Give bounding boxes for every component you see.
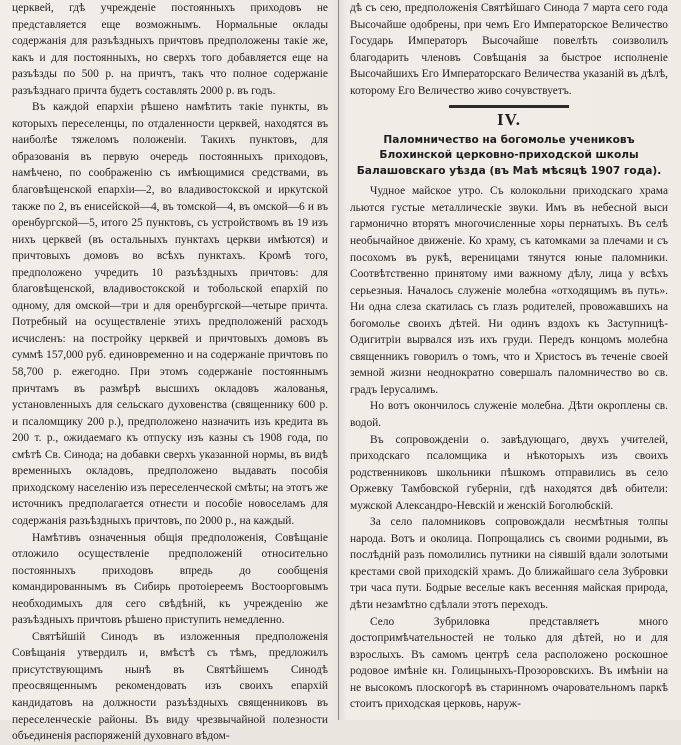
paragraph: Чудное майское утро. Съ колокольни приходскаго храма льются густые металлическіе звуки. Имъ въ небесной выси гармонично вторятъ многочисленные хоры пернатыхъ. Въ селѣ необычайное движеніе. Ко храму, съ катомками за плечами и съ посохомъ въ рукѣ, вереницами тянутся юные паломники. Соотвѣтственно принятому ими важному дѣлу, лица у всѣхъ серьезныя. Началось служеніе молебна «отходящимъ въ путь». Ни одна слеза скатилась съ глазъ родителей, провожавшихъ на богомолье своихъ дѣтей. Ни одинъ вздохъ къ Заступницѣ-Одигитріи вырвался изъ ихъ груди. Передъ концомъ молебна священникъ говорилъ о томъ, что и Христосъ въ теченіе своей земной жизни неоднократно совершалъ паломничество во св. градъ Іерусалимъ. xyxy=(350,185,668,396)
left-column xyxy=(12,0,328,743)
paragraph: Намѣтивъ означенныя общія предположенія, Совѣщаніе отложило осуществленіе предположеній относительно постоянныхъ приходовъ впредь до сообщенія командированнымъ въ Сибирь протоіереемъ Востоорговымъ необходимыхъ для сего свѣдѣній, къ учрежденію же разъѣздныхъ причтовъ рѣшено приступить немедленно. xyxy=(12,531,328,627)
paragraph: церквей, гдѣ учрежденіе постоянныхъ приходовъ не представляется еще возможнымъ. Нормальные оклады содержанія для разъѣздныхъ причтовъ предположены такіе же, какъ и для постоянныхъ, но сверхъ того добавляется еще на разъѣзды по 500 р. на причтъ, такъ что полное содержаніе разъѣзднаго причта будетъ составлять 2000 р. въ годъ. xyxy=(12,2,328,97)
section-rule xyxy=(449,105,569,108)
section-heading: Паломничество на богомолье учениковъ Блохинской церковно-приходской школы Балашовскаго уѣзда (въ Маѣ мѣсяцѣ 1907 года). xyxy=(356,133,662,177)
right-column xyxy=(350,0,668,720)
paragraph: Святѣйшій Синодъ въ изложенныя предположенія Совѣщанія утвердилъ и, вмѣстѣ съ тѣмъ, предложилъ присутствующимъ нынѣ въ Святѣйшемъ Синодѣ преосвященнымъ рекомендовать изъ своихъ епархій кандидатовъ на должности разъѣздныхъ священниковъ въ переселенческіе районы. Въ виду чрезвычайной полезности объединенія распоряженій духовнаго вѣдом- xyxy=(12,630,328,743)
paragraph: Въ каждой епархіи рѣшено намѣтить такіе пункты, въ которыхъ переселенцы, по отдаленности церквей, находятся въ наиболѣе тяжеломъ положеніи. Такихъ пунктовъ, для образованія въ первую очередь постоянныхъ приходовъ, намѣчено, по соображенію съ имѣющимися средствами, въ благовѣщенской епархіи—2, во владивостокской и иркутской также по 2, въ енисейской—4, въ томской—4, въ омской—6 и въ оренбургской—5, итого 25 пунктовъ, съ устройствомъ въ 19 изъ нихъ церквей (въ остальныхъ пунктахъ церкви имѣются) и причтовыхъ домовъ во всѣхъ пунктахъ. Кромѣ того, предположено учредить 10 разъѣздныхъ причтовъ: для благовѣщенской, владивостокской и тобольской епархій по одному, для омской—три и для оренбургской—четыре причта. Потребный на осуществленіе этихъ предположеній расходъ исчисленъ: на постройку церквей и причтовыхъ домовъ въ суммѣ 157,000 руб. единовременно и на содержаніе причтовъ по 58,700 р. ежегодно. При этомъ содержаніе постояннымъ причтамъ въ размѣрѣ высшихъ окладовъ жалованья, установленныхъ для сельскаго духовенства (священнику 600 р. и псаломщику 200 р.), предположено назначить изъ кредита въ 200 т. р., ожидаемаго къ отпуску изъ казны съ 1908 года, по смѣтѣ Св. Синода; на добавки сверхъ указанной нормы, въ видѣ временныхъ окладовъ, предположено выдавать пособія приходскому населенію изъ переселенческой смѣты; на этотъ же источникъ предполагается отнести и пособіе новоселамъ для содержанія разъѣздныхъ причтовъ, по 2000 р., на каждый. xyxy=(12,101,328,527)
paragraph: Село Зубриловка представляетъ много достопримѣчательностей не только для дѣтей, но и для взрослыхъ. Въ самомъ центрѣ села расположено роскошное родовое имѣніе кн. Голицыныхъ-Прозоровскихъ. Въ имѣніи на не высокомъ плоскогорѣ въ старинномъ очаровательномъ паркѣ стоитъ приходская церковь, наруж- xyxy=(350,615,668,711)
paragraph: Въ сопровожденіи о. завѣдующаго, двухъ учителей, приходскаго псаломщика и нѣкоторыхъ изъ своихъ родственниковъ школьники пѣшкомъ отправились въ село Оржевку Тамбовской губерніи, гдѣ находятся двѣ обители: мужской Александро-Невскій и женскій Боголюбскій. xyxy=(350,433,668,512)
column-divider xyxy=(338,0,339,720)
section-number: IV. xyxy=(497,110,521,130)
paragraph: За село паломниковъ сопровождали несмѣтныя толпы народа. Вотъ и околица. Попрощались съ своими родными, въ послѣдній разъ помолились путники на сіявшій вдали золотыми крестами свой приходскій храмъ. До ближайшаго села Зубровки три часа пути. Бодрые веселые какъ весенняя майская природа, дѣти незамѣтно сдѣлали этотъ переходъ. xyxy=(350,516,668,611)
paragraph: дѣ съ сею, предположенія Святѣйшаго Синода 7 марта сего года Высочайше одобрены, при чемъ Его Императорское Величество Государь Императоръ Высочайше повелѣть соизволилъ благодарить членовъ Совѣщанія за быстрое исполненіе Высочайшихъ Его Императорскаго Величества указаній въ дѣлѣ, которому Его Величество живо сочувствуетъ. xyxy=(350,2,668,97)
paragraph: Но вотъ окончилось служеніе молебна. Дѣти окроплены св. водой. xyxy=(350,400,668,429)
